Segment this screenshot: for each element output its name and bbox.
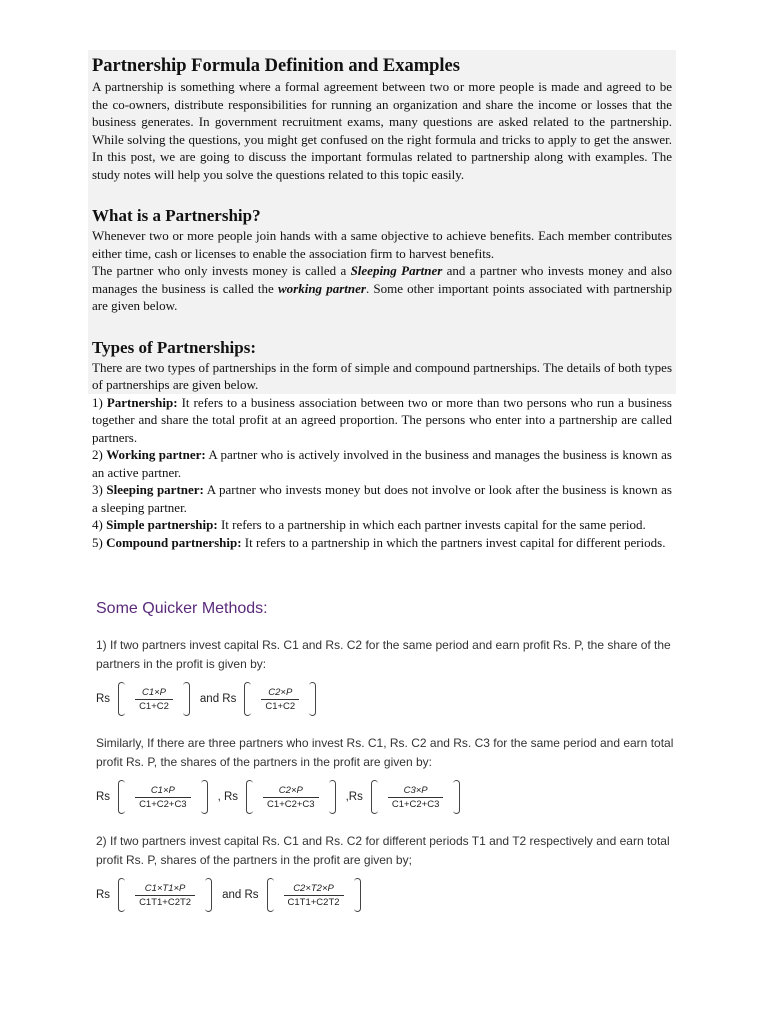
item-number: 5) — [92, 534, 107, 550]
fraction — [135, 686, 173, 713]
quicker-methods-image — [96, 598, 686, 930]
types-list — [88, 394, 676, 552]
list-item — [92, 394, 672, 447]
numerator: C2×T2×P — [293, 882, 334, 894]
method-1-formula — [96, 682, 686, 716]
item-term: Working partner: — [106, 447, 206, 462]
right-bracket — [329, 780, 336, 814]
item-term: Partnership: — [106, 394, 178, 410]
list-item — [92, 516, 672, 534]
item-number: 3) — [92, 482, 107, 497]
denominator: C1+C2+C3 — [388, 797, 444, 811]
methods-title: Some Quicker Methods: — [96, 600, 268, 617]
denominator: C1+C2+C3 — [135, 797, 191, 811]
definition-paragraph: Whenever two or more people join hands with a same objective to achieve benefits. Each member contributes either time, cash or licenses to enable the association firm to harvest benefits. — [92, 228, 672, 261]
numerator: C1×T1×P — [144, 882, 186, 894]
item-text: It refers to a partnership in which the partners invest capital for different periods. — [241, 534, 666, 550]
denominator: C1T1+C2T2 — [135, 895, 195, 909]
fraction — [388, 784, 444, 811]
page-title: Partnership Formula Definition and Examples — [92, 56, 460, 76]
working-partner-term: working partner — [277, 280, 366, 296]
left-bracket — [246, 780, 253, 814]
right-bracket — [453, 780, 460, 814]
intro-band — [88, 50, 676, 394]
item-text: A partner who invests money but does not involve or look after the business is known as a sleeping partner. — [92, 482, 672, 515]
method-2-formula — [96, 780, 686, 814]
list-item — [92, 481, 672, 516]
rs-label: Rs — [96, 889, 111, 901]
left-bracket — [371, 780, 378, 814]
method-3-formula — [96, 878, 686, 912]
fraction — [263, 784, 319, 811]
rs-separator: , Rs — [217, 791, 239, 803]
item-text: A partner who is actively involved in the business and manages the business is known as an active partner. — [92, 447, 672, 480]
numerator: C2×P — [278, 784, 303, 796]
method-3-text: 2) If two partners invest capital Rs. C1 and Rs. C2 for different periods T1 and T2 respectively and earn total profit Rs. P, shares of the partners in the profit are given by; — [96, 834, 670, 867]
sleeping-partner-term: Sleeping Partner — [350, 263, 443, 278]
right-bracket — [183, 682, 190, 716]
item-term: Compound partnership: — [106, 534, 242, 550]
text-fragment: . Some other important points associated with partnership are given below. — [92, 280, 672, 313]
rs-label: Rs — [96, 693, 111, 705]
method-2-text: Similarly, If there are three partners who invest Rs. C1, Rs. C2 and Rs. C3 for the same period and earn total profit Rs. P, the shares of the partners in the profit are given by: — [96, 736, 674, 769]
denominator: C1+C2+C3 — [263, 797, 319, 811]
text-fragment: and a partner who invests money and also manages the business is called the — [92, 263, 672, 296]
text-fragment: The partner who only invests money is called a — [92, 263, 351, 278]
intro-paragraph: A partnership is something where a formal agreement between two or more people is made and agreed to be the co-owners, distribute responsibilities for running an organization and share the income or losses that the business generates. In government recruitment exams, many questions are asked related to the partnership. While solving the questions, you might get confused on the right formula and tricks to apply to get the answer. In this post, we are going to discuss the important formulas related to partnership along with examples. The study notes will help you solve the questions related to this topic easily. — [92, 79, 672, 182]
denominator: C1+C2 — [135, 699, 173, 713]
left-bracket — [118, 780, 125, 814]
types-intro-paragraph: There are two types of partnerships in the form of simple and compound partnerships. The details of both types of partnerships are given below. — [92, 359, 672, 392]
fraction — [261, 686, 299, 713]
left-bracket — [267, 878, 274, 912]
item-text: It refers to a partnership in which each partner invests capital for the same period. — [217, 517, 646, 532]
fraction — [135, 882, 195, 909]
left-bracket — [118, 878, 125, 912]
right-bracket — [201, 780, 208, 814]
section-heading-types: Types of Partnerships: — [92, 337, 257, 357]
fraction — [135, 784, 191, 811]
left-bracket — [118, 682, 125, 716]
item-number: 1) — [92, 394, 107, 410]
item-term: Sleeping partner: — [106, 482, 204, 497]
denominator: C1+C2 — [261, 699, 299, 713]
right-bracket — [309, 682, 316, 716]
and-rs-label: and Rs — [222, 889, 259, 901]
numerator: C1×P — [141, 686, 166, 698]
right-bracket — [354, 878, 361, 912]
item-number: 4) — [92, 517, 107, 532]
numerator: C3×P — [403, 784, 428, 796]
article — [88, 50, 676, 551]
fraction — [284, 882, 344, 909]
item-number: 2) — [92, 447, 107, 462]
section-heading-what-is: What is a Partnership? — [92, 206, 261, 225]
and-rs-label: and Rs — [199, 693, 237, 705]
method-1-text: 1) If two partners invest capital Rs. C1 and Rs. C2 for the same period and earn profit Rs. P, the share of the partners in the profit is given by: — [96, 638, 671, 671]
item-text: It refers to a business association between two or more than two persons who run a business together and share the total profit at an agreed proportion. The persons who enter into a partnership are called partners. — [92, 394, 672, 445]
rs-separator: ,Rs — [345, 791, 363, 803]
left-bracket — [244, 682, 251, 716]
partner-types-paragraph — [92, 262, 672, 315]
rs-label: Rs — [96, 791, 111, 803]
numerator: C2×P — [268, 686, 293, 698]
numerator: C1×P — [150, 784, 175, 796]
item-term: Simple partnership: — [106, 517, 218, 532]
list-item — [92, 446, 672, 481]
right-bracket — [205, 878, 212, 912]
denominator: C1T1+C2T2 — [284, 895, 344, 909]
list-item — [92, 534, 672, 552]
